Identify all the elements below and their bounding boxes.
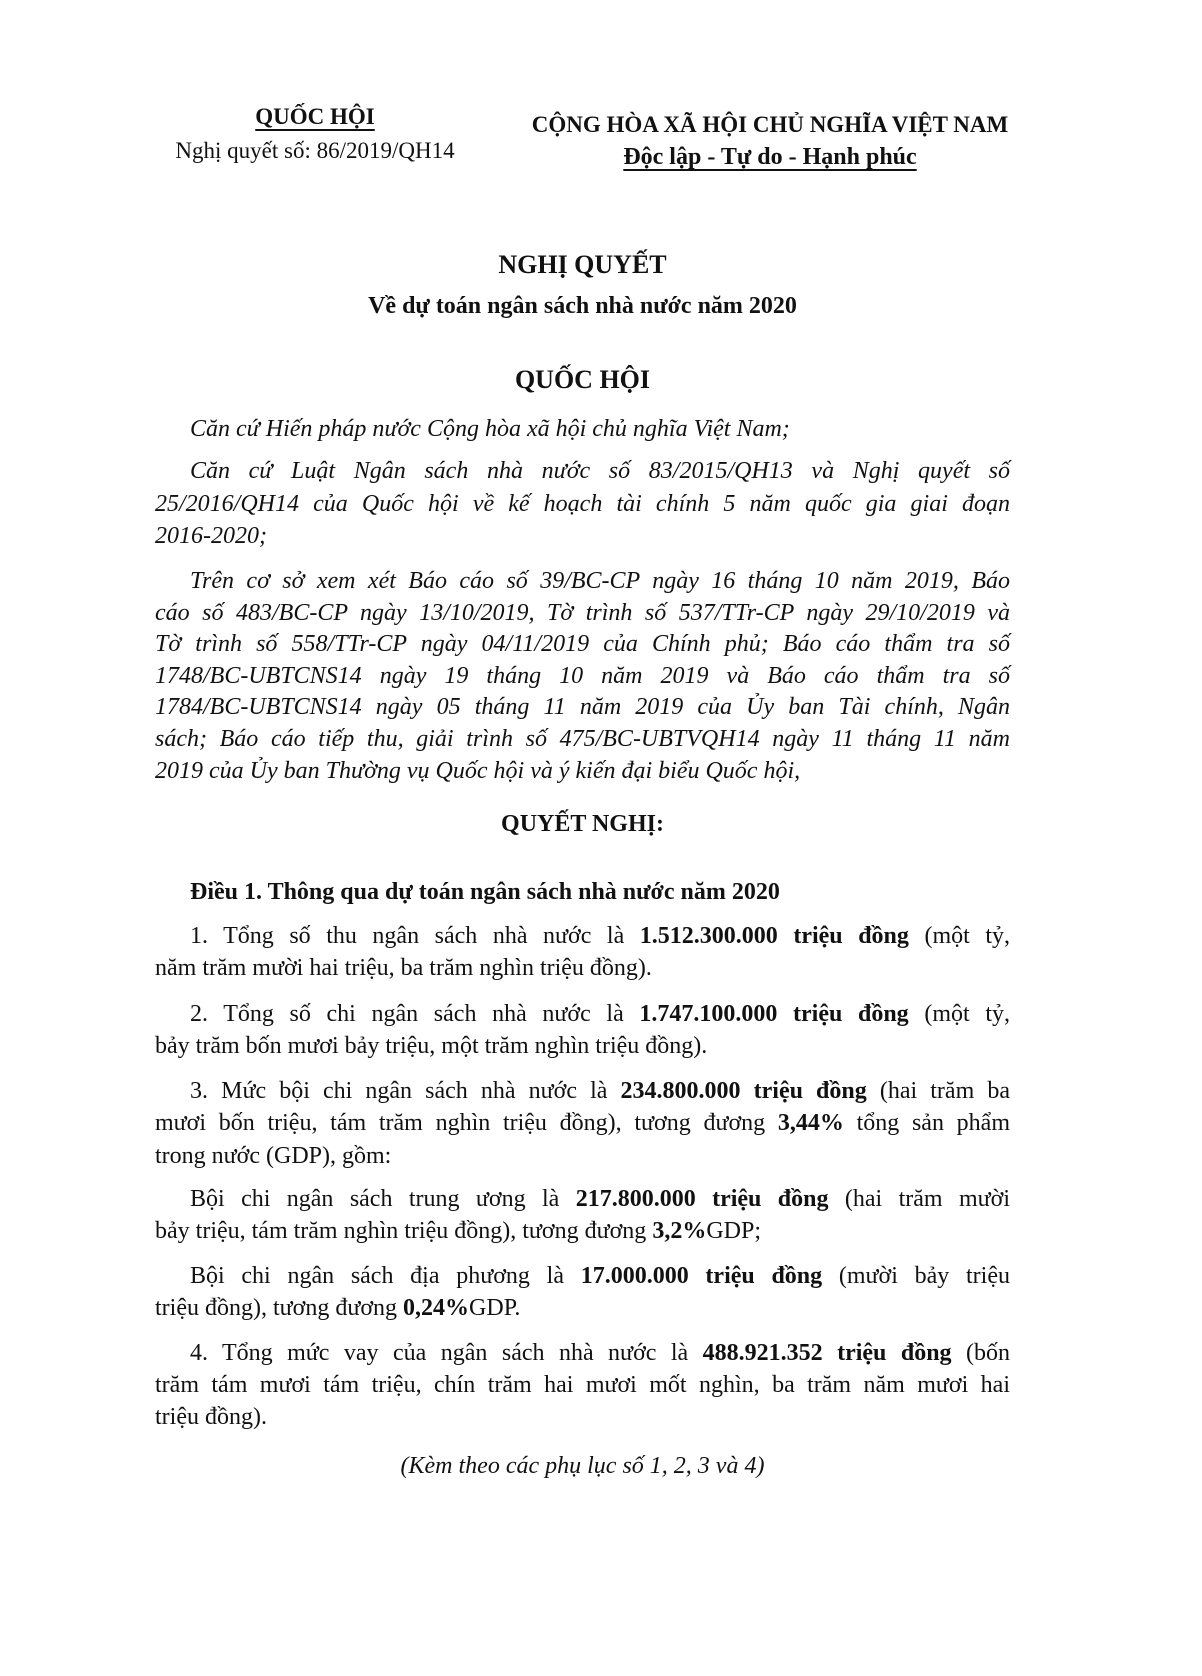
text: 1. Tổng số thu ngân sách nhà nước là	[190, 923, 640, 949]
text: Tờ trình số 558/TTr-CP ngày 04/11/2019 của Chính phủ; Báo cáo thẩm tra số	[155, 631, 1010, 657]
text-line	[155, 629, 1010, 659]
text: triệu đồng).	[155, 1404, 267, 1430]
text-line	[155, 1108, 1010, 1138]
text: (một tỷ,	[908, 1001, 1010, 1027]
national-motto: Độc lập - Tự do - Hạnh phúc	[623, 144, 917, 170]
text-line	[155, 661, 1010, 691]
bold-text: 3,2%	[652, 1218, 707, 1244]
text: 1784/BC-UBTCNS14 ngày 05 tháng 11 năm 2019 của Ủy ban Tài chính, Ngân	[155, 694, 1010, 720]
text: Căn cứ Hiến pháp nước Cộng hòa xã hội chủ nghĩa Việt Nam;	[190, 416, 790, 442]
text: Căn cứ Luật Ngân sách nhà nước số 83/2015/QH13 và Nghị quyết số	[190, 458, 1010, 484]
bold-text: 0,24%	[403, 1295, 470, 1321]
text: 1748/BC-UBTCNS14 ngày 19 tháng 10 năm 2019 và Báo cáo thẩm tra số	[155, 663, 1010, 689]
bold-text: 234.800.000 triệu đồng	[620, 1078, 867, 1104]
text: cáo số 483/BC-CP ngày 13/10/2019, Tờ trình số 537/TTr-CP ngày 29/10/2019 và	[155, 600, 1010, 626]
text-line	[155, 1370, 1010, 1400]
bold-text: 217.800.000 triệu đồng	[575, 1186, 829, 1212]
text-line	[155, 489, 1010, 519]
text-line	[190, 1261, 1010, 1291]
bold-text: 3,44%	[777, 1110, 844, 1136]
bold-text: 488.921.352 triệu đồng	[702, 1340, 952, 1366]
text: Bội chi ngân sách địa phương là	[190, 1263, 581, 1289]
text: Bội chi ngân sách trung ương là	[190, 1186, 576, 1212]
text: Trên cơ sở xem xét Báo cáo số 39/BC-CP ngày 16 tháng 10 năm 2019, Báo	[190, 568, 1010, 594]
text: bảy trăm bốn mươi bảy triệu, một trăm nghìn triệu đồng).	[155, 1033, 708, 1059]
text: (một tỷ,	[908, 923, 1010, 949]
document-type-title: NGHỊ QUYẾT	[498, 250, 667, 279]
text-line	[190, 414, 790, 444]
text-line	[155, 1141, 391, 1171]
text-line	[155, 521, 267, 551]
country-name: CỘNG HÒA XÃ HỘI CHỦ NGHĨA VIỆT NAM	[531, 112, 1009, 137]
text: bảy triệu, tám trăm nghìn triệu đồng), tương đương	[155, 1218, 653, 1244]
text: trăm tám mươi tám triệu, chín trăm hai mươi mốt nghìn, ba trăm năm mươi hai	[155, 1372, 1010, 1398]
text-line	[155, 598, 1010, 628]
text-line	[190, 566, 1010, 596]
text-line	[155, 1216, 761, 1246]
text: mươi bốn triệu, tám trăm nghìn triệu đồng), tương đương	[155, 1110, 778, 1136]
text: 2. Tổng số chi ngân sách nhà nước là	[190, 1001, 640, 1027]
text: (hai trăm mười	[828, 1186, 1010, 1212]
bold-text: 1.512.300.000 triệu đồng	[639, 923, 909, 949]
text: 2019 của Ủy ban Thường vụ Quốc hội và ý kiến đại biểu Quốc hội,	[155, 758, 801, 784]
text-line	[190, 1338, 1010, 1368]
text: trong nước (GDP), gồm:	[155, 1143, 392, 1169]
bold-text: 1.747.100.000 triệu đồng	[639, 1001, 909, 1027]
issuing-body: QUỐC HỘI	[255, 104, 375, 129]
article-1-heading: Điều 1. Thông qua dự toán ngân sách nhà nước năm 2020	[190, 879, 780, 905]
text-line	[155, 1031, 707, 1061]
text-line	[155, 1293, 520, 1323]
text-line	[190, 1184, 1010, 1214]
text: (bốn	[951, 1340, 1011, 1366]
text-line	[190, 1076, 1010, 1106]
bold-text: 17.000.000 triệu đồng	[580, 1263, 823, 1289]
text: năm trăm mười hai triệu, ba trăm nghìn triệu đồng).	[155, 955, 652, 981]
text: sách; Báo cáo tiếp thu, giải trình số 475/BC-UBTVQH14 ngày 11 tháng 11 năm	[155, 726, 1010, 752]
text: GDP;	[706, 1218, 761, 1244]
issuer-heading: QUỐC HỘI	[514, 365, 651, 394]
attachment-note: (Kèm theo các phụ lục số 1, 2, 3 và 4)	[400, 1453, 765, 1479]
text: GDP.	[469, 1295, 521, 1321]
text: tổng sản phẩm	[843, 1110, 1010, 1136]
resolves-heading: QUYẾT NGHỊ:	[501, 811, 664, 837]
text-line	[155, 756, 800, 786]
text-line	[155, 692, 1010, 722]
text-line	[155, 724, 1010, 754]
text: 3. Mức bội chi ngân sách nhà nước là	[190, 1078, 621, 1104]
text: triệu đồng), tương đương	[155, 1295, 404, 1321]
text-line	[190, 456, 1010, 486]
text: 2016-2020;	[155, 523, 267, 549]
resolution-number: Nghị quyết số: 86/2019/QH14	[175, 138, 455, 163]
document-subject: Về dự toán ngân sách nhà nước năm 2020	[368, 293, 797, 319]
text-line	[155, 1402, 267, 1432]
text-line	[190, 921, 1010, 951]
text: 4. Tổng mức vay của ngân sách nhà nước là	[190, 1340, 703, 1366]
text: 25/2016/QH14 của Quốc hội về kế hoạch tài chính 5 năm quốc gia giai đoạn	[155, 491, 1010, 517]
text: (mười bảy triệu	[822, 1263, 1010, 1289]
text-line	[190, 999, 1010, 1029]
text-line	[155, 953, 652, 983]
text: (hai trăm ba	[866, 1078, 1010, 1104]
